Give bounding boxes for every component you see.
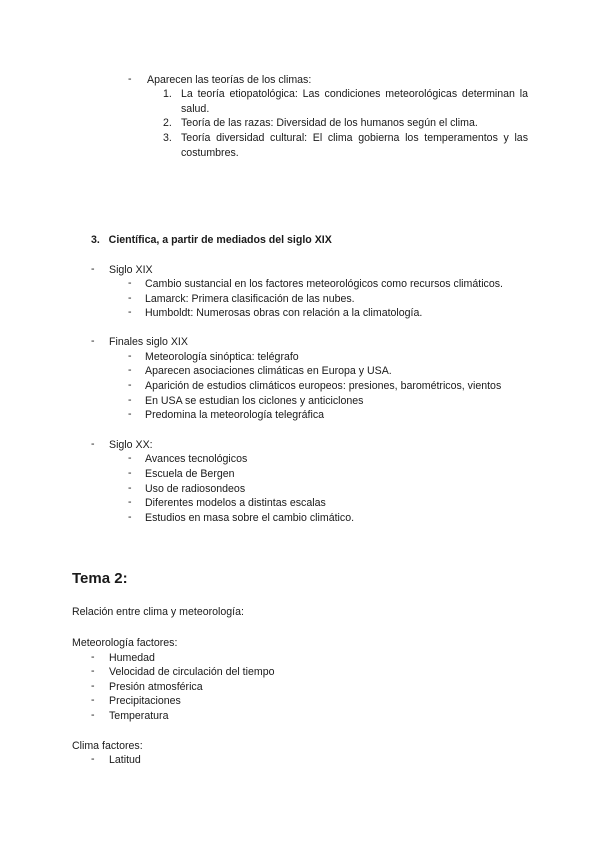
list-item: Diferentes modelos a distintas escalas — [145, 497, 326, 509]
list-item: Aparecen asociaciones climáticas en Europa y USA. — [145, 365, 392, 377]
list-item: Aparición de estudios climáticos europeos: presiones, barométricos, vientos — [145, 380, 502, 392]
meteo-label: Meteorología factores: — [72, 637, 178, 649]
list-item: Velocidad de circulación del tiempo — [109, 666, 275, 678]
bullet-dash: - — [128, 350, 132, 362]
bullet-dash: - — [128, 496, 132, 508]
theories-title: Aparecen las teorías de los climas: — [147, 74, 312, 86]
list-item: Presión atmosférica — [109, 681, 203, 693]
list-number: 3. — [163, 132, 172, 144]
list-item: Avances tecnológicos — [145, 453, 248, 465]
bullet-dash: - — [128, 306, 132, 318]
group-label: Siglo XIX — [109, 264, 153, 276]
bullet-dash: - — [128, 379, 132, 391]
bullet-dash: - — [128, 277, 132, 289]
list-item: Precipitaciones — [109, 695, 181, 707]
list-item: Cambio sustancial en los factores meteorológicos como recursos climáticos. — [145, 278, 503, 290]
list-item: Lamarck: Primera clasificación de las nubes. — [145, 293, 355, 305]
list-item: Latitud — [109, 754, 141, 766]
group-label: Siglo XX: — [109, 439, 153, 451]
section-heading: 3. Científica, a partir de mediados del siglo XIX — [91, 234, 332, 246]
bullet-dash: - — [128, 511, 132, 523]
bullet-dash: - — [91, 335, 95, 347]
list-item: Teoría diversidad cultural: El clima gobierna los temperamentos y las costumbres. — [181, 132, 528, 159]
list-item: Estudios en masa sobre el cambio climático. — [145, 512, 355, 524]
clima-label: Clima factores: — [72, 740, 143, 752]
bullet-dash: - — [91, 709, 95, 721]
bullet-dash: - — [128, 408, 132, 420]
bullet-dash: - — [128, 292, 132, 304]
bullet-dash: - — [91, 651, 95, 663]
bullet-dash: - — [128, 73, 132, 85]
list-item: En USA se estudian los ciclones y anticiclones — [145, 395, 364, 407]
bullet-dash: - — [91, 438, 95, 450]
list-item: Predomina la meteorología telegráfica — [145, 409, 325, 421]
bullet-dash: - — [91, 753, 95, 765]
list-item: Humedad — [109, 652, 155, 664]
bullet-dash: - — [128, 394, 132, 406]
page-heading: Tema 2: — [72, 570, 128, 587]
list-number: 2. — [163, 117, 172, 129]
list-item: La teoría etiopatológica: Las condiciones meteorológicas determinan la salud. — [181, 88, 528, 115]
list-item: Uso de radiosondeos — [145, 483, 246, 495]
bullet-dash: - — [128, 467, 132, 479]
list-item: Meteorología sinóptica: telégrafo — [145, 351, 299, 363]
bullet-dash: - — [128, 364, 132, 376]
group-label: Finales siglo XIX — [109, 336, 188, 348]
list-item: Humboldt: Numerosas obras con relación a la climatología. — [145, 307, 423, 319]
bullet-dash: - — [91, 680, 95, 692]
bullet-dash: - — [128, 482, 132, 494]
list-item: Escuela de Bergen — [145, 468, 235, 480]
bullet-dash: - — [91, 263, 95, 275]
list-number: 1. — [163, 88, 172, 100]
bullet-dash: - — [128, 452, 132, 464]
bullet-dash: - — [91, 694, 95, 706]
relation-text: Relación entre clima y meteorología: — [72, 606, 244, 618]
list-item: Temperatura — [109, 710, 169, 722]
bullet-dash: - — [91, 665, 95, 677]
list-item: Teoría de las razas: Diversidad de los humanos según el clima. — [181, 117, 478, 129]
